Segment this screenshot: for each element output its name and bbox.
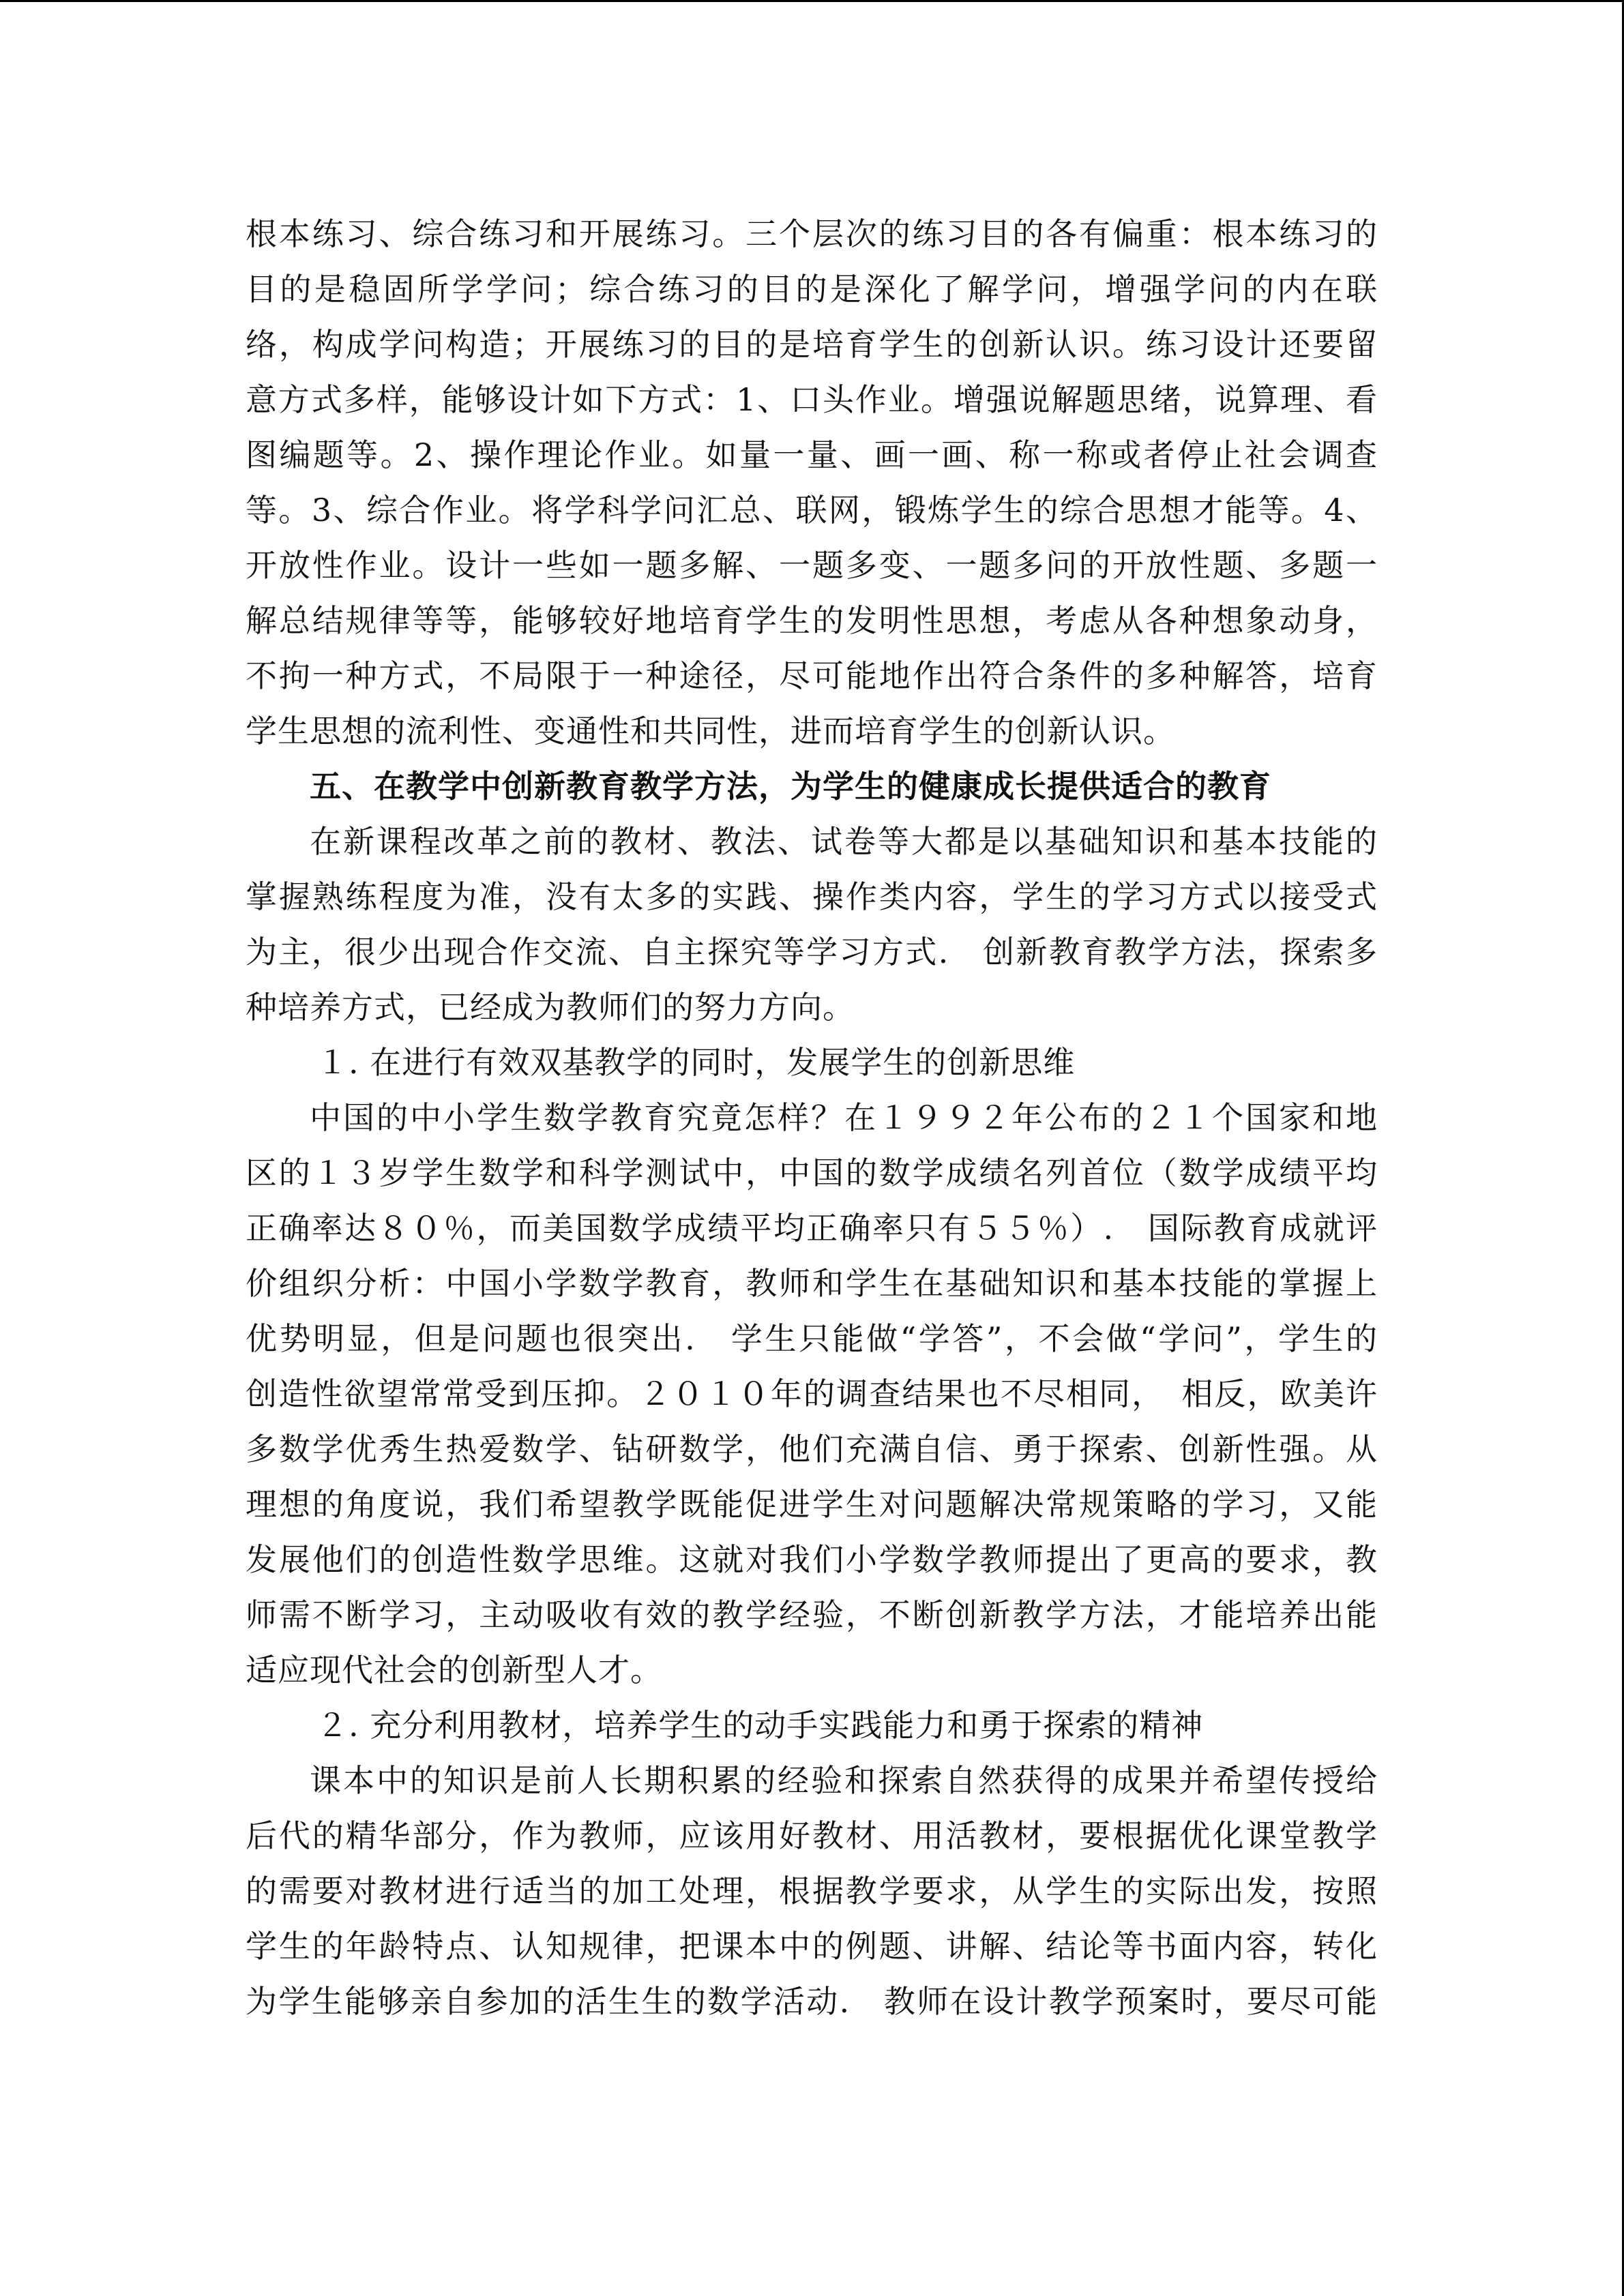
text-line: 价组织分析：中国小学数学教育，教师和学生在基础知识和基本技能的掌握上: [246, 1265, 1378, 1302]
text-line: 开放性作业。设计一些如一题多解、一题多变、一题多问的开放性题、多题一: [246, 547, 1378, 584]
text-line: 意方式多样，能够设计如下方式：1、口头作业。增强说解题思绪，说算理、看: [246, 381, 1378, 418]
text-line: 种培养方式，已经成为教师们的努力方向。: [246, 989, 855, 1026]
text-line: 为学生能够亲自参加的活生生的数学活动. 教师在设计教学预案时，要尽可能: [246, 1983, 1378, 2020]
subsection-heading: １. 在进行有效双基教学的同时，发展学生的创新思维: [316, 1044, 1076, 1081]
text-line: 不拘一种方式，不局限于一种途径，尽可能地作出符合条件的多种解答，培育: [246, 657, 1378, 694]
text-line: 后代的精华部分，作为教师，应该用好教材、用活教材，要根据优化课堂教学: [246, 1817, 1378, 1854]
text-line: 正确率达８０％，而美国数学成绩平均正确率只有５５％）. 国际教育成就评: [246, 1210, 1378, 1247]
text-line: 为主，很少出现合作交流、自主探究等学习方式. 创新教育教学方法，探索多: [246, 934, 1378, 970]
subsection-heading: ２. 充分利用教材，培养学生的动手实践能力和勇于探索的精神: [316, 1707, 1204, 1744]
text-line: 图编题等。2、操作理论作业。如量一量、画一画、称一称或者停止社会调查: [246, 436, 1378, 473]
text-line: 师需不断学习，主动吸收有效的教学经验，不断创新教学方法，才能培养出能: [246, 1596, 1378, 1633]
text-line: 优势明显，但是问题也很突出. 学生只能做“学答”，不会做“学问”，学生的: [246, 1320, 1378, 1357]
text-line: 在新课程改革之前的教材、教法、试卷等大都是以基础知识和基本技能的: [310, 823, 1378, 860]
text-line: 多数学优秀生热爱数学、钻研数学，他们充满自信、勇于探索、创新性强。从: [246, 1431, 1378, 1467]
text-line: 学生思想的流利性、变通性和共同性，进而培育学生的创新认识。: [246, 713, 1175, 749]
document-body: [246, 207, 1378, 2029]
text-line: 根本练习、综合练习和开展练习。三个层次的练习目的各有偏重：根本练习的: [246, 215, 1378, 252]
text-line: 等。3、综合作业。将学科学问汇总、联网，锻炼学生的综合思想才能等。4、: [246, 492, 1378, 528]
section-heading: 五、在教学中创新教育教学方法，为学生的健康成长提供适合的教育: [310, 768, 1271, 805]
text-line: 理想的角度说，我们希望教学既能促进学生对问题解决常规策略的学习，又能: [246, 1486, 1378, 1523]
text-line: 掌握熟练程度为准，没有太多的实践、操作类内容，学生的学习方式以接受式: [246, 878, 1378, 915]
text-line: 学生的年龄特点、认知规律，把课本中的例题、讲解、结论等书面内容，转化: [246, 1928, 1378, 1965]
text-line: 适应现代社会的创新型人才。: [246, 1652, 662, 1688]
text-line: 络，构成学问构造；开展练习的目的是培育学生的创新认识。练习设计还要留: [246, 326, 1378, 363]
text-line: 课本中的知识是前人长期积累的经验和探索自然获得的成果并希望传授给: [310, 1762, 1378, 1799]
text-line: 解总结规律等等，能够较好地培育学生的发明性思想，考虑从各种想象动身，: [246, 602, 1378, 639]
text-line: 中国的中小学生数学教育究竟怎样？在１９９２年公布的２１个国家和地: [310, 1099, 1378, 1136]
text-line: 目的是稳固所学学问；综合练习的目的是深化了解学问，增强学问的内在联: [246, 271, 1378, 308]
text-line: 发展他们的创造性数学思维。这就对我们小学数学教师提出了更高的要求，教: [246, 1541, 1378, 1578]
text-line: 区的１３岁学生数学和科学测试中，中国的数学成绩名列首位（数学成绩平均: [246, 1154, 1378, 1191]
text-line: 的需要对教材进行适当的加工处理，根据教学要求，从学生的实际出发，按照: [246, 1873, 1378, 1909]
text-line: 创造性欲望常常受到压抑。２０１０年的调查结果也不尽相同， 相反，欧美许: [246, 1375, 1378, 1412]
